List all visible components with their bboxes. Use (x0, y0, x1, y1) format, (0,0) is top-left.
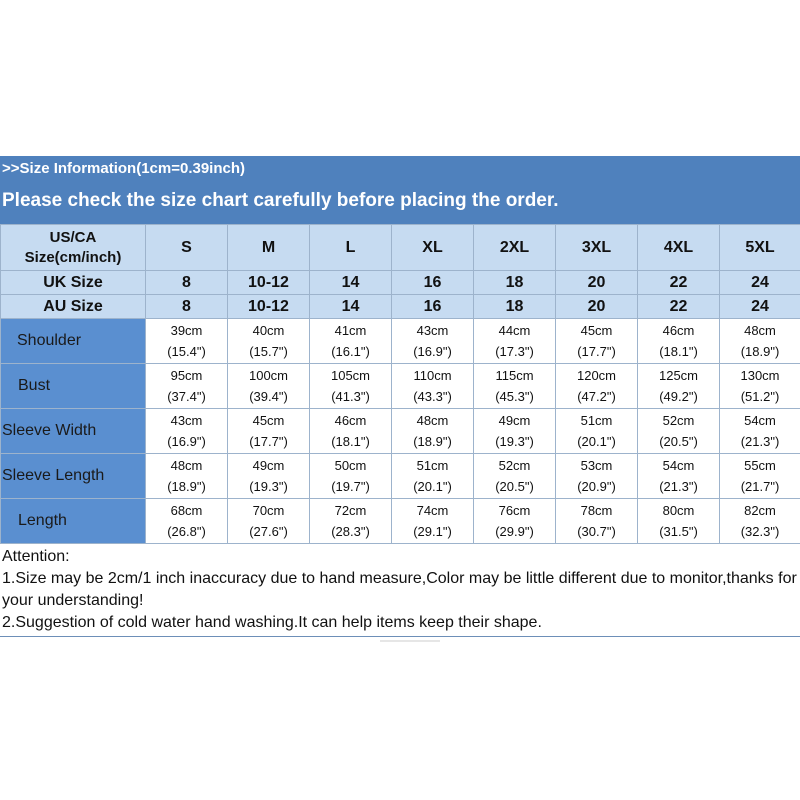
attention-note-1: 1.Size may be 2cm/1 inch inaccuracy due to hand measure,Color may be little different due to monitor,thanks for your understanding! (2, 570, 797, 609)
measurement-cell (638, 409, 720, 454)
measurement-inch: (15.4") (167, 344, 206, 359)
measurement-row-label (1, 499, 146, 544)
size-header-5xl: 5XL (720, 225, 800, 271)
measurement-cm: 130cm (740, 368, 780, 383)
corner-label-region: US/CA (49, 228, 97, 246)
measurement-inch: (30.7") (577, 524, 616, 539)
measurement-label-text: Sleeve Width (2, 422, 97, 439)
region-size-cell: 14 (310, 295, 392, 319)
measurement-inch: (27.6") (249, 524, 288, 539)
measurement-cell (392, 409, 474, 454)
measurement-inch: (17.7") (249, 434, 288, 449)
region-row-label: UK Size (1, 271, 146, 295)
measurement-cm: 54cm (744, 413, 776, 428)
measurement-cell (474, 409, 556, 454)
measurement-inch: (26.8") (167, 524, 206, 539)
measurement-inch: (39.4") (249, 389, 288, 404)
measurement-cm: 51cm (580, 413, 613, 428)
measurement-inch: (18.1") (331, 434, 370, 449)
measurement-row-length (1, 499, 800, 544)
measurement-inch: (31.5") (659, 524, 698, 539)
measurement-cell (474, 454, 556, 499)
measurement-cm: 46cm (662, 323, 695, 338)
size-chart-panel (0, 156, 800, 637)
measurement-row-shoulder (1, 319, 800, 364)
measurement-inch: (29.9") (495, 524, 534, 539)
attention-title: Attention: (2, 548, 70, 565)
measurement-cm: 43cm (416, 323, 449, 338)
measurement-row-sleeve-length (1, 454, 800, 499)
measurement-cm: 52cm (662, 413, 695, 428)
measurement-cell (310, 319, 392, 364)
measurement-row-label (1, 364, 146, 409)
measurement-cm: 125cm (658, 368, 699, 383)
measurement-cm: 45cm (580, 323, 613, 338)
measurement-row-label (1, 319, 146, 364)
measurement-cell (310, 454, 392, 499)
measurement-cell (392, 454, 474, 499)
region-size-cell: 20 (556, 271, 638, 295)
measurement-row-label (1, 454, 146, 499)
size-header-m: M (228, 225, 310, 271)
measurement-cell (310, 499, 392, 544)
measurement-cell (638, 454, 720, 499)
measurement-cell (146, 364, 228, 409)
measurement-cm: 74cm (416, 503, 449, 518)
measurement-cell (474, 319, 556, 364)
measurement-cell (638, 364, 720, 409)
measurement-cm: 54cm (662, 458, 695, 473)
measurement-cell (228, 319, 310, 364)
measurement-row-bust (1, 364, 800, 409)
measurement-cm: 95cm (170, 368, 203, 383)
measurement-cm: 68cm (170, 503, 203, 518)
measurement-cm: 76cm (498, 503, 531, 518)
measurement-cm: 53cm (580, 458, 613, 473)
measurement-label-text: Shoulder (17, 332, 82, 349)
measurement-label-text: Length (18, 512, 67, 529)
measurement-cell (146, 499, 228, 544)
measurement-inch: (49.2") (659, 389, 698, 404)
measurement-cell (720, 499, 800, 544)
measurement-inch: (51.2") (740, 389, 780, 404)
measurement-cm: 55cm (744, 458, 776, 473)
region-size-cell: 24 (720, 295, 800, 319)
measurement-inch: (43.3") (413, 389, 452, 404)
measurement-cm: 78cm (580, 503, 613, 518)
measurement-inch: (18.1") (659, 344, 698, 359)
measurement-cell (720, 454, 800, 499)
measurement-cell (146, 454, 228, 499)
region-row-label: AU Size (1, 295, 146, 319)
size-header-row (1, 225, 800, 271)
measurement-cell (556, 454, 638, 499)
measurement-row-label (1, 409, 146, 454)
measurement-inch: (29.1") (413, 524, 452, 539)
measurement-cell (556, 319, 638, 364)
region-size-cell: 16 (392, 271, 474, 295)
measurement-cell (310, 364, 392, 409)
size-table (0, 224, 800, 544)
measurement-cm: 41cm (334, 323, 367, 338)
measurement-inch: (19.7") (331, 479, 370, 494)
measurement-inch: (20.1") (413, 479, 452, 494)
size-check-instruction: Please check the size chart carefully before placing the order. (2, 190, 559, 211)
measurement-cell (228, 499, 310, 544)
measurement-cell (474, 364, 556, 409)
measurement-cm: 52cm (498, 458, 531, 473)
measurement-cm: 48cm (744, 323, 776, 338)
measurement-inch: (19.3") (495, 434, 534, 449)
corner-label-units: Size(cm/inch) (24, 248, 122, 266)
measurement-inch: (17.3") (495, 344, 534, 359)
measurement-inch: (18.9") (167, 479, 206, 494)
measurement-cm: 49cm (498, 413, 531, 428)
size-header-2xl: 2XL (474, 225, 556, 271)
region-size-cell: 18 (474, 271, 556, 295)
measurement-cell (392, 499, 474, 544)
measurement-cell (638, 319, 720, 364)
measurement-inch: (16.1") (331, 344, 370, 359)
measurement-cell (720, 364, 800, 409)
measurement-cell (474, 499, 556, 544)
size-header-4xl: 4XL (638, 225, 720, 271)
measurement-inch: (18.9") (740, 344, 780, 359)
measurement-cm: 40cm (252, 323, 285, 338)
region-row-au-size (1, 295, 800, 319)
measurement-cm: 72cm (334, 503, 367, 518)
measurement-cm: 48cm (170, 458, 203, 473)
measurement-inch: (21.3") (740, 434, 780, 449)
measurement-cell (146, 319, 228, 364)
measurement-cell (228, 364, 310, 409)
size-header-s: S (146, 225, 228, 271)
measurement-cell (556, 409, 638, 454)
measurement-label-text: Bust (18, 377, 51, 394)
measurement-cell (392, 364, 474, 409)
measurement-cm: 82cm (744, 503, 776, 518)
measurement-cm: 120cm (576, 368, 617, 383)
measurement-cm: 51cm (416, 458, 449, 473)
measurement-inch: (21.3") (659, 479, 698, 494)
measurement-row-sleeve-width (1, 409, 800, 454)
measurement-inch: (20.9") (577, 479, 616, 494)
size-header-3xl: 3XL (556, 225, 638, 271)
measurement-inch: (47.2") (577, 389, 616, 404)
size-header-l: L (310, 225, 392, 271)
measurement-inch: (20.5") (495, 479, 534, 494)
region-size-cell: 8 (146, 295, 228, 319)
measurement-inch: (28.3") (331, 524, 370, 539)
measurement-inch: (45.3") (495, 389, 534, 404)
measurement-cm: 43cm (170, 413, 203, 428)
measurement-inch: (20.1") (577, 434, 616, 449)
measurement-cm: 100cm (248, 368, 289, 383)
measurement-inch: (18.9") (413, 434, 452, 449)
divider-mark (380, 640, 440, 642)
measurement-cell (228, 454, 310, 499)
measurement-cell (556, 499, 638, 544)
measurement-cell (392, 319, 474, 364)
size-info-banner (0, 156, 800, 224)
measurement-cm: 80cm (662, 503, 695, 518)
measurement-cm: 115cm (495, 368, 534, 383)
measurement-inch: (41.3") (331, 389, 370, 404)
measurement-cm: 105cm (330, 368, 371, 383)
measurement-cm: 48cm (416, 413, 449, 428)
measurement-cell (720, 319, 800, 364)
measurement-cell (638, 499, 720, 544)
measurement-cell (146, 409, 228, 454)
measurement-inch: (32.3") (740, 524, 780, 539)
measurement-inch: (16.9") (413, 344, 452, 359)
measurement-cm: 49cm (252, 458, 285, 473)
measurement-inch: (16.9") (167, 434, 206, 449)
measurement-cell (720, 409, 800, 454)
measurement-inch: (17.7") (577, 344, 616, 359)
attention-notes (0, 544, 800, 637)
measurement-cm: 44cm (498, 323, 531, 338)
region-size-cell: 20 (556, 295, 638, 319)
measurement-cell (228, 409, 310, 454)
measurement-cell (310, 409, 392, 454)
region-size-cell: 10-12 (228, 295, 310, 319)
region-size-cell: 22 (638, 295, 720, 319)
measurement-cell (556, 364, 638, 409)
measurement-inch: (21.7") (740, 479, 780, 494)
measurement-inch: (20.5") (659, 434, 698, 449)
region-size-cell: 16 (392, 295, 474, 319)
measurement-inch: (15.7") (249, 344, 288, 359)
region-size-cell: 8 (146, 271, 228, 295)
size-info-title: >>Size Information(1cm=0.39inch) (2, 160, 245, 177)
region-size-cell: 18 (474, 295, 556, 319)
measurement-cm: 70cm (252, 503, 285, 518)
measurement-cm: 45cm (252, 413, 285, 428)
measurement-inch: (19.3") (249, 479, 288, 494)
size-header-xl: XL (392, 225, 474, 271)
region-size-cell: 24 (720, 271, 800, 295)
attention-note-2: 2.Suggestion of cold water hand washing.It can help items keep their shape. (2, 614, 542, 631)
region-size-cell: 14 (310, 271, 392, 295)
size-header-corner (1, 225, 146, 271)
measurement-cm: 46cm (334, 413, 367, 428)
measurement-cm: 39cm (170, 323, 203, 338)
region-size-cell: 10-12 (228, 271, 310, 295)
measurement-cm: 110cm (413, 368, 452, 383)
measurement-inch: (37.4") (167, 389, 206, 404)
region-row-uk-size (1, 271, 800, 295)
measurement-cm: 50cm (334, 458, 367, 473)
measurement-label-text: Sleeve Length (2, 467, 105, 484)
region-size-cell: 22 (638, 271, 720, 295)
